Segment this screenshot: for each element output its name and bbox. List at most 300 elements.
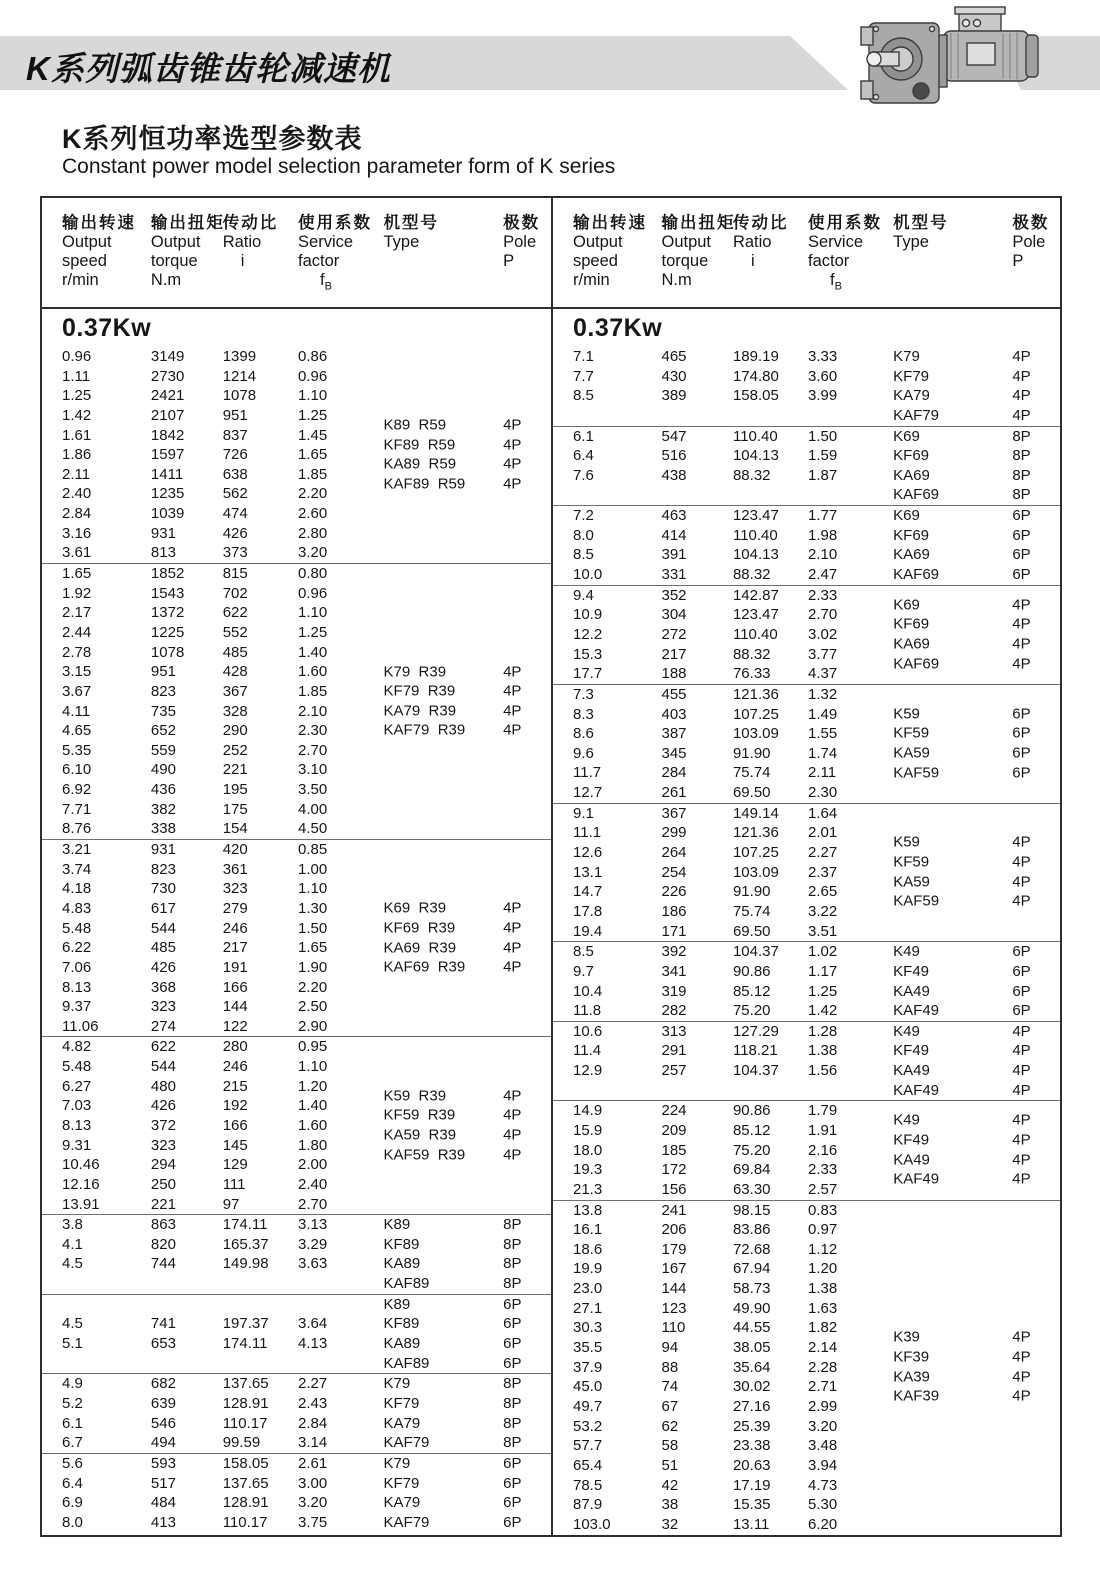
- cell-torque: 438: [661, 466, 687, 484]
- cell-ratio: 726: [222, 446, 248, 464]
- cell-ratio: 110.40: [732, 526, 778, 544]
- cell-ratio: 49.90: [732, 1299, 771, 1317]
- model-block: [42, 1373, 551, 1453]
- cell-pole: 4P: [503, 436, 522, 454]
- cell-factor: 1.82: [808, 1319, 838, 1337]
- cell-type: KF49: [893, 1042, 930, 1060]
- cell-factor: 3.64: [298, 1315, 328, 1333]
- model-type-row: [384, 899, 551, 919]
- cell-ratio: 279: [222, 899, 248, 917]
- cell-factor: 1.10: [298, 387, 328, 405]
- cell-torque: 741: [150, 1315, 176, 1333]
- cell-ratio: 290: [222, 722, 248, 740]
- cell-factor: 1.91: [808, 1121, 838, 1139]
- cell-torque: 653: [150, 1335, 176, 1353]
- cell-torque: 94: [661, 1339, 679, 1357]
- cell-speed: 103.0: [573, 1515, 611, 1533]
- table-row: [553, 526, 1060, 546]
- cell-pole: 6P: [1012, 507, 1031, 525]
- cell-torque: 367: [661, 804, 687, 822]
- cell-type: KAF59: [893, 893, 940, 911]
- cell-speed: 1.65: [62, 565, 92, 583]
- cell-pole: 4P: [1012, 1171, 1031, 1189]
- cell-factor: 3.50: [298, 781, 328, 799]
- cell-speed: 12.7: [573, 784, 603, 802]
- cell-ratio: 38.05: [732, 1339, 771, 1357]
- cell-factor: 3.33: [808, 348, 838, 365]
- cell-type: KAF79: [383, 1513, 430, 1531]
- cell-type: KA89: [383, 1255, 421, 1273]
- cell-factor: 3.20: [298, 1494, 328, 1512]
- table-row: [42, 386, 551, 406]
- data-blocks-left: [42, 347, 551, 1535]
- cell-ratio: 165.37: [222, 1235, 269, 1253]
- cell-torque: 544: [150, 1058, 176, 1076]
- column-headers-left: [42, 198, 551, 309]
- cell-type: KAF89: [383, 1275, 430, 1293]
- parameter-table: [40, 196, 1062, 1537]
- cell-type: K69: [893, 507, 920, 525]
- cell-torque: 546: [150, 1414, 176, 1432]
- cell-pole: 6P: [1012, 546, 1031, 564]
- header-ratio-line: i: [750, 252, 755, 270]
- header-type-line: Type: [893, 233, 929, 251]
- cell-factor: 0.83: [808, 1201, 838, 1219]
- cell-type: KAF59 R39: [383, 1146, 466, 1164]
- model-type-row: [893, 833, 1060, 853]
- model-type-row: [384, 919, 551, 939]
- header-speed-cn: 输出转速: [62, 214, 136, 232]
- cell-speed: [42, 1274, 151, 1294]
- cell-pole: 4P: [503, 475, 522, 493]
- cell-type: KAF69 R39: [383, 958, 466, 976]
- cell-factor: 1.49: [808, 705, 838, 723]
- cell-torque: 156: [661, 1180, 687, 1198]
- cell-type: KF79: [383, 1474, 420, 1492]
- cell-speed: 17.8: [573, 902, 603, 920]
- cell-pole: 4P: [1012, 1131, 1031, 1149]
- header-pole-line: Pole: [503, 233, 537, 251]
- cell-torque: 345: [661, 744, 687, 762]
- cell-factor: 2.14: [808, 1339, 838, 1357]
- gear-reducer-image: [843, 3, 1045, 113]
- cell-pole: 6P: [1012, 943, 1031, 961]
- cell-factor: 2.30: [298, 722, 328, 740]
- cell-torque: 167: [661, 1260, 687, 1278]
- cell-speed: [42, 1295, 151, 1315]
- cell-pole: 4P: [503, 702, 522, 720]
- table-row: [42, 623, 551, 643]
- cell-torque: 863: [150, 1216, 176, 1234]
- model-type-row: [893, 763, 1060, 783]
- model-type-row: [384, 721, 551, 741]
- cell-pole: 4P: [503, 899, 522, 917]
- cell-speed: 5.48: [62, 919, 92, 937]
- cell-factor: 3.10: [298, 761, 328, 779]
- cell-pole: 8P: [1012, 447, 1031, 465]
- cell-ratio: 485: [222, 643, 248, 661]
- cell-factor: 1.38: [808, 1042, 838, 1060]
- cell-factor: 2.33: [808, 1161, 838, 1179]
- cell-ratio: 149.14: [732, 804, 779, 822]
- cell-speed: 3.8: [62, 1216, 83, 1234]
- table-row: [553, 783, 1060, 803]
- cell-speed: 17.7: [573, 665, 603, 683]
- table-row: [42, 1334, 551, 1354]
- cell-speed: 1.92: [62, 584, 92, 602]
- header-speed-line: r/min: [573, 271, 610, 289]
- cell-factor: 0.97: [808, 1221, 838, 1239]
- header-factor-line: factor: [808, 252, 850, 270]
- cell-ratio: 110.40: [732, 427, 778, 445]
- cell-speed: 7.6: [573, 466, 594, 484]
- cell-torque: [151, 1274, 223, 1294]
- cell-speed: 3.21: [62, 841, 92, 859]
- cell-pole: 6P: [503, 1354, 522, 1372]
- cell-pole: 6P: [1012, 1002, 1031, 1020]
- cell-type: KAF49: [893, 1171, 940, 1189]
- cell-speed: 7.06: [62, 958, 92, 976]
- cell-speed: 13.8: [573, 1201, 603, 1219]
- cell-torque: 179: [661, 1240, 687, 1258]
- cell-torque: 494: [150, 1434, 176, 1452]
- table-row: [42, 1394, 551, 1414]
- cell-torque: 74: [661, 1378, 679, 1396]
- header-torque-cn: 输出扭矩: [150, 214, 225, 232]
- cell-type: K79 R39: [383, 663, 447, 681]
- cell-speed: 12.16: [62, 1175, 100, 1193]
- cell-torque: 206: [661, 1221, 687, 1239]
- cell-speed: 3.74: [62, 860, 92, 878]
- cell-type: KA89 R59: [383, 456, 457, 474]
- cell-pole: 4P: [503, 1107, 522, 1125]
- cell-speed: 5.2: [62, 1394, 83, 1412]
- model-type-row: [384, 1145, 551, 1165]
- cell-torque: 272: [661, 625, 687, 643]
- table-row: [42, 800, 551, 820]
- cell-speed: 9.31: [62, 1136, 92, 1154]
- header-ratio: [733, 214, 808, 307]
- cell-pole: 8P: [1012, 486, 1031, 504]
- cell-ratio: [223, 1274, 298, 1294]
- cell-torque: 110: [661, 1319, 686, 1337]
- header-torque-line: torque: [150, 252, 198, 270]
- model-type-group: [893, 833, 1060, 912]
- cell-ratio: 75.20: [732, 1002, 771, 1020]
- cell-speed: 10.6: [573, 1022, 603, 1040]
- cell-speed: 14.7: [573, 883, 603, 901]
- cell-pole: 4P: [1012, 1042, 1031, 1060]
- table-row: [553, 1417, 1060, 1437]
- cell-speed: 78.5: [573, 1476, 603, 1494]
- header-ratio-line: Ratio: [222, 233, 262, 251]
- header-factor-line: Service: [298, 233, 354, 251]
- cell-pole: 4P: [1012, 1081, 1031, 1099]
- cell-speed: 53.2: [573, 1417, 603, 1435]
- cell-torque: 823: [150, 860, 176, 878]
- cell-torque: 144: [661, 1280, 687, 1298]
- cell-factor: 1.74: [808, 744, 838, 762]
- cell-factor: 2.70: [298, 741, 328, 759]
- cell-pole: 4P: [1012, 596, 1031, 614]
- cell-factor: [808, 1081, 893, 1101]
- cell-torque: 257: [661, 1062, 687, 1080]
- cell-speed: 15.9: [573, 1121, 603, 1139]
- cell-speed: 7.71: [62, 800, 92, 818]
- cell-ratio: 91.90: [732, 883, 771, 901]
- model-type-row: [893, 1150, 1060, 1170]
- cell-torque: 389: [661, 387, 687, 405]
- model-block: [42, 1453, 551, 1533]
- cell-torque: [661, 485, 732, 505]
- cell-torque: 547: [661, 427, 687, 445]
- cell-type: KF69: [893, 616, 930, 634]
- cell-pole: 6P: [1012, 982, 1031, 1000]
- cell-ratio: 44.55: [732, 1319, 771, 1337]
- cell-factor: 1.56: [808, 1062, 838, 1080]
- cell-factor: 3.75: [298, 1513, 328, 1531]
- cell-speed: 3.15: [62, 663, 92, 681]
- table-row: [553, 446, 1060, 466]
- cell-torque: 304: [661, 606, 687, 624]
- cell-factor: 1.10: [298, 604, 328, 622]
- model-type-group: [384, 416, 551, 495]
- model-type-group: [893, 1328, 1060, 1407]
- model-type-row: [384, 455, 551, 475]
- cell-factor: 2.27: [298, 1375, 328, 1393]
- cell-torque: 735: [150, 702, 176, 720]
- table-row: [553, 1220, 1060, 1240]
- cell-factor: 1.90: [298, 958, 328, 976]
- header-factor-line: $f_B$: [320, 271, 332, 293]
- cell-factor: 0.95: [298, 1038, 328, 1056]
- cell-speed: 57.7: [573, 1437, 603, 1455]
- cell-type: KA69: [893, 466, 930, 484]
- table-row: [42, 1037, 551, 1057]
- cell-torque: 261: [661, 784, 687, 802]
- cell-factor: 3.99: [808, 387, 838, 405]
- cell-torque: 3149: [150, 348, 185, 365]
- cell-factor: 2.60: [298, 505, 328, 523]
- cell-ratio: 27.16: [732, 1397, 771, 1415]
- cell-ratio: 110.17: [222, 1414, 268, 1432]
- model-type-row: [893, 654, 1060, 674]
- table-row: [42, 524, 551, 544]
- cell-torque: 516: [661, 447, 687, 465]
- factor-subscript: B: [834, 280, 842, 293]
- cell-torque: 413: [150, 1513, 176, 1531]
- table-row: [42, 603, 551, 623]
- cell-ratio: 562: [222, 485, 248, 503]
- cell-pole: 8P: [503, 1235, 522, 1253]
- cell-factor: 2.65: [808, 883, 838, 901]
- cell-ratio: 88.32: [732, 466, 771, 484]
- cell-ratio: 75.20: [732, 1141, 771, 1159]
- cell-ratio: 174.11: [222, 1216, 268, 1234]
- cell-speed: 30.3: [573, 1319, 603, 1337]
- cell-torque: 224: [661, 1102, 687, 1120]
- model-type-group: [893, 596, 1060, 675]
- cell-ratio: 121.36: [732, 685, 779, 703]
- cell-speed: 5.48: [62, 1058, 92, 1076]
- table-row: [553, 427, 1060, 447]
- cell-pole: 8P: [503, 1434, 522, 1452]
- cell-pole: 4P: [503, 919, 522, 937]
- table-row: [553, 466, 1060, 486]
- model-type-row: [384, 958, 551, 978]
- cell-ratio: 638: [222, 465, 248, 483]
- cell-ratio: 420: [222, 841, 248, 859]
- cell-torque: 387: [661, 725, 687, 743]
- cell-torque: 264: [661, 844, 687, 862]
- table-row: [42, 1215, 551, 1235]
- cell-factor: 1.20: [298, 1077, 328, 1095]
- cell-ratio: 217: [222, 939, 248, 957]
- cell-type: K69: [893, 596, 920, 614]
- cell-torque: 338: [150, 820, 176, 838]
- header-ratio: [223, 214, 298, 307]
- model-type-row: [893, 892, 1060, 912]
- cell-speed: 4.82: [62, 1038, 92, 1056]
- cell-ratio: 815: [222, 565, 248, 583]
- cell-factor: 3.00: [298, 1474, 328, 1492]
- cell-type: KF59: [893, 725, 930, 743]
- table-row: [42, 1454, 551, 1474]
- cell-speed: 4.65: [62, 722, 92, 740]
- cell-ratio: 20.63: [732, 1456, 771, 1474]
- cell-factor: 1.50: [298, 919, 328, 937]
- cell-ratio: 23.38: [732, 1437, 771, 1455]
- cell-speed: 8.5: [573, 546, 594, 564]
- cell-factor: 1.28: [808, 1022, 838, 1040]
- cell-pole: 4P: [1012, 873, 1031, 891]
- cell-speed: 8.13: [62, 978, 92, 996]
- cell-torque: 172: [661, 1161, 687, 1179]
- header-factor-cn: 使用系数: [808, 214, 882, 232]
- cell-speed: 10.4: [573, 982, 603, 1000]
- cell-type: KF89: [383, 1315, 420, 1333]
- model-type-row: [384, 1087, 551, 1107]
- cell-speed: 12.9: [573, 1062, 603, 1080]
- cell-torque: 392: [661, 943, 687, 961]
- cell-factor: 2.01: [808, 824, 838, 842]
- cell-ratio: 35.64: [732, 1358, 771, 1376]
- cell-factor: 4.00: [298, 800, 328, 818]
- cell-factor: 2.00: [298, 1156, 328, 1174]
- table-row: [42, 1254, 551, 1274]
- cell-factor: 2.99: [808, 1397, 838, 1415]
- cell-torque: 2421: [150, 387, 185, 405]
- cell-speed: 8.0: [62, 1513, 83, 1531]
- cell-pole: 4P: [1012, 853, 1031, 871]
- cell-torque: 67: [661, 1397, 679, 1415]
- cell-factor: 2.37: [808, 863, 838, 881]
- cell-speed: 65.4: [573, 1456, 603, 1474]
- cell-torque: 391: [661, 546, 687, 564]
- model-type-row: [384, 682, 551, 702]
- cell-torque: 284: [661, 764, 687, 782]
- cell-factor: 4.73: [808, 1476, 838, 1494]
- table-row: [553, 406, 1060, 426]
- cell-factor: 2.11: [808, 764, 837, 782]
- cell-factor: 4.50: [298, 820, 328, 838]
- cell-torque: 820: [150, 1235, 176, 1253]
- column-headers-right: [553, 198, 1060, 309]
- cell-ratio: 58.73: [732, 1280, 771, 1298]
- cell-speed: 2.11: [62, 465, 91, 483]
- cell-torque: 217: [661, 645, 687, 663]
- cell-torque: 221: [150, 1195, 176, 1213]
- cell-speed: 2.44: [62, 623, 92, 641]
- cell-factor: 0.96: [298, 584, 328, 602]
- model-type-row: [893, 1170, 1060, 1190]
- cell-pole: 6P: [1012, 725, 1031, 743]
- model-type-row: [893, 853, 1060, 873]
- table-row: [42, 1354, 551, 1374]
- cell-factor: [298, 1274, 384, 1294]
- cell-speed: 3.16: [62, 524, 92, 542]
- cell-pole: 6P: [503, 1335, 522, 1353]
- cell-factor: 2.33: [808, 586, 838, 604]
- cell-pole: 4P: [503, 958, 522, 976]
- cell-speed: 19.4: [573, 922, 603, 940]
- cell-torque: 294: [150, 1156, 176, 1174]
- cell-torque: 1842: [150, 426, 185, 444]
- table-row: [42, 997, 551, 1017]
- cell-speed: 5.1: [62, 1335, 83, 1353]
- cell-factor: 3.94: [808, 1456, 838, 1474]
- table-row: [42, 1235, 551, 1255]
- cell-torque: 931: [150, 841, 176, 859]
- cell-torque: 209: [661, 1121, 687, 1139]
- cell-ratio: 175: [222, 800, 248, 818]
- cell-speed: 37.9: [573, 1358, 603, 1376]
- cell-factor: 2.80: [298, 524, 328, 542]
- cell-speed: 9.7: [573, 962, 594, 980]
- header-torque-cn: 输出扭矩: [661, 214, 736, 232]
- table-row: [42, 760, 551, 780]
- table-row: [553, 565, 1060, 585]
- cell-factor: 2.50: [298, 998, 328, 1016]
- cell-torque: 299: [661, 824, 687, 842]
- cell-speed: 4.9: [62, 1375, 83, 1393]
- cell-speed: 7.03: [62, 1097, 92, 1115]
- cell-torque: 323: [150, 1136, 176, 1154]
- cell-torque: 38: [661, 1496, 679, 1514]
- cell-factor: 1.10: [298, 880, 328, 898]
- cell-speed: 9.1: [573, 804, 594, 822]
- cell-type: K79: [383, 1454, 411, 1472]
- model-type-group: [384, 1087, 551, 1166]
- cell-type: KA59 R39: [383, 1126, 457, 1144]
- cell-type: KAF79: [383, 1434, 430, 1452]
- cell-pole: 4P: [1012, 387, 1031, 405]
- cell-speed: 16.1: [573, 1221, 603, 1239]
- cell-ratio: 67.94: [732, 1260, 771, 1278]
- table-row: [553, 1061, 1060, 1081]
- cell-factor: [808, 406, 893, 426]
- cell-ratio: 129: [222, 1156, 248, 1174]
- table-row: [553, 367, 1060, 387]
- cell-ratio: 127.29: [732, 1022, 779, 1040]
- model-type-row: [893, 744, 1060, 764]
- model-block: [42, 1294, 551, 1374]
- table-row: [553, 545, 1060, 565]
- cell-speed: 8.5: [573, 387, 594, 405]
- header-type-cn: 机型号: [383, 214, 440, 232]
- cell-speed: [553, 485, 661, 505]
- cell-torque: 490: [150, 761, 176, 779]
